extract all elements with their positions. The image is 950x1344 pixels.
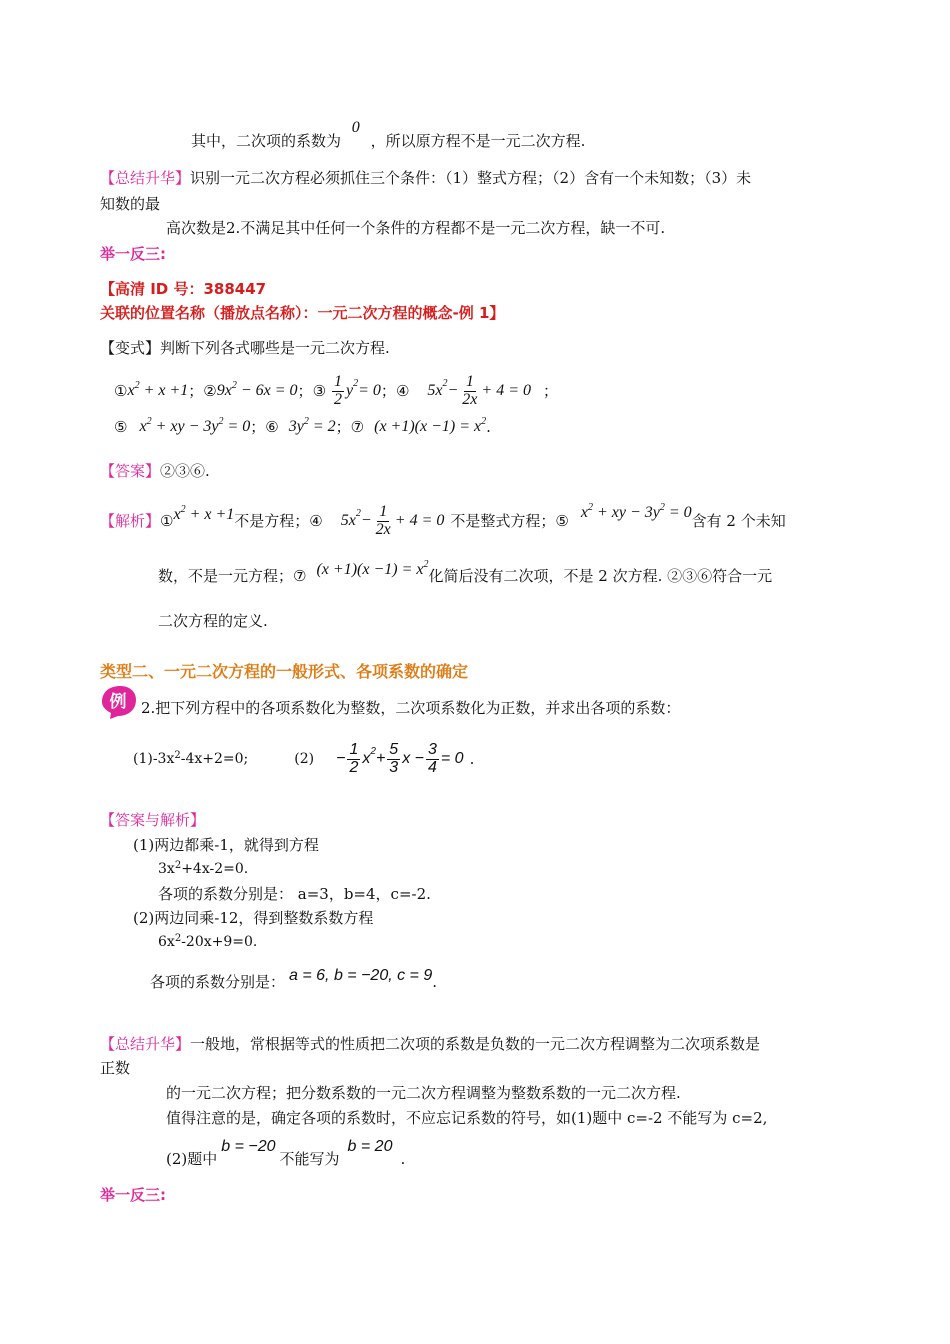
practice1-label: 举一反三: [100,245,166,263]
analysis1-label: 【解析】 [100,512,161,530]
summary2-line5 [166,1135,405,1171]
summary2-line1 [100,1035,760,1053]
analysis1-line2 [158,559,773,585]
intro-text-a: 其中，二次项的系数为 [191,132,342,150]
answer2-l1: (1)两边都乘-1，就得到方程 [133,836,319,854]
answer1-label: 【答案】 [100,462,161,480]
summary2-t3: 的一元二次方程；把分数系数的一元二次方程调整为整数系数的一元二次方程. [166,1084,681,1102]
analysis-marker-5: ⑤ [555,512,569,530]
answer2-l6-end: . [432,972,438,991]
marker-1: ① [114,382,128,400]
analysis-formula-1: $x^2 + x +1$ [173,504,235,524]
example-badge-icon [98,684,138,720]
example2-p1: $(1)-3x^2-4x+2=0$; [133,749,249,767]
summary1-label: 【总结升华】 [100,169,191,187]
position-name: 关联的位置名称（播放点名称）：一元二次方程的概念-例 1】 [100,304,505,322]
variant-line [100,339,390,357]
summary1-line1 [100,169,751,187]
summary2-label: 【总结升华】 [100,1035,191,1053]
marker-5: ⑤ [114,418,128,436]
summary2-t1: 一般地，常根据等式的性质把二次项的系数是负数的一元二次方程调整为二次项系数是 [190,1035,761,1053]
summary2-t2: 正数 [100,1059,131,1077]
example2-equation: − $\frac{1}{2}$ x 2 + $\frac{5}{3}$ x − $\frac{3}{4}$ = 0 [336,740,464,776]
answer2-l6-math: a = 6, b = −20, c = 9 [289,967,433,984]
marker-4: ④ [395,382,410,400]
variant-label: 【变式】 [100,339,161,357]
analysis1-line1 [100,496,786,546]
summary2-t4: 值得注意的是，确定各项的系数时，不应忘记系数的符号，如(1)题中 c=-2 不能写为 c=2, [166,1109,768,1127]
analysis1-line3: 二次方程的定义. [158,612,268,630]
sep-3: ； [380,382,396,400]
answer2-l4: (2)两边同乘-12，得到整数系数方程 [133,909,374,927]
formula-6: $3y^2 = 2$ [288,416,336,436]
summary1-text1: 识别一元二次方程必须抓住三个条件：（1）整式方程；（2）含有一个未知数；（3）未 [190,169,752,187]
analysis1-t4: 数，不是一元方程； [158,566,294,585]
formula-7: $(x +1)(x -1) = x^2$ [374,416,487,436]
sep-1: ； [188,382,204,400]
formula-3: $\frac{1}{2}$ y 2 = 0 [334,372,381,408]
analysis1-t3: 含有 2 个未知 [691,512,786,530]
analysis-marker-1: ① [160,512,174,530]
intro-text-b: ，所以原方程不是一元二次方程. [370,132,586,150]
formula-row-2 [114,412,491,442]
summary2-t5a: (2)题中 [166,1150,218,1168]
formula-row-1 [114,366,558,416]
variant-text: 判断下列各式哪些是一元二次方程. [160,339,390,357]
analysis-formula-7: $(x +1)(x -1) = x^2$ [316,559,429,578]
example2-p2: (2) [294,750,315,767]
answer2-label: 【答案与解析】 [100,811,206,829]
analysis1-t2: 不是整式方程； [450,512,556,530]
example-badge-text: 例 [109,692,127,712]
answer2-l3: 各项的系数分别是： a=3，b=4，c=-2. [158,885,431,903]
marker-6: ⑥ [265,418,279,436]
formula-5: $x^2$ + xy − $3y^2 = 0$ [139,416,251,436]
section2-title: 类型二、一元二次方程的一般形式、各项系数的确定 [100,662,469,681]
practice2-label: 举一反三: [100,1186,166,1204]
answer2-l2: $3x^2+4x-2=0$. [158,860,249,877]
hd-id: 【高清 ID 号：388447 [100,280,267,298]
summary1-line2: 知数的最 [100,195,161,213]
variant-end: . [486,418,491,436]
sep-4: ； [543,382,559,400]
formula-2: $9x^2 - 6x = 0$ [216,380,298,400]
marker-3: ③ [312,382,327,400]
zero-value: 0 [351,119,360,136]
formula-4: 5x 2 − $\frac{1}{2x}$ + 4 = 0 [427,372,531,408]
analysis1-t1: 不是方程； [234,512,310,530]
formula-1: $x^2 + x +1$ [127,380,189,400]
analysis1-t5: 化简后没有二次项，不是 2 次方程. ②③⑥符合一元 [428,566,773,585]
summary2-t5b: 不能写为 [279,1150,340,1168]
summary2-t5end: . [400,1150,406,1168]
marker-2: ② [203,382,217,400]
summary1-line3: 高次数是2.不满足其中任何一个条件的方程都不是一元二次方程，缺一不可. [166,219,666,237]
analysis-formula-4: 5x 2 − $\frac{1}{2x}$ + 4 = 0 [340,502,445,538]
example2-end: . [469,750,475,768]
sep-6: ； [335,418,351,436]
answer2-l6-text: 各项的系数分别是： [150,972,286,991]
sep-2: ； [297,382,313,400]
answer1-line [100,462,210,480]
sep-5: ； [250,418,266,436]
answer1-text: ②③⑥. [160,462,210,480]
example2-problems [133,734,474,784]
analysis-marker-4: ④ [309,512,323,530]
analysis-formula-5: $x^2$ + xy − $3y^2 = 0$ [580,502,692,522]
answer2-l5: $6x^2-20x+9=0$. [158,933,258,950]
example2-text: 2.把下列方程中的各项系数化为整数，二次项系数化为正数，并求出各项的系数： [141,699,681,717]
marker-7: ⑦ [350,418,365,436]
answer2-l6 [150,967,438,991]
summary2-t5m2: b = 20 [347,1138,393,1156]
intro-line [191,119,586,151]
analysis-marker-7: ⑦ [293,566,307,585]
summary2-t5m1: b = −20 [221,1138,276,1156]
